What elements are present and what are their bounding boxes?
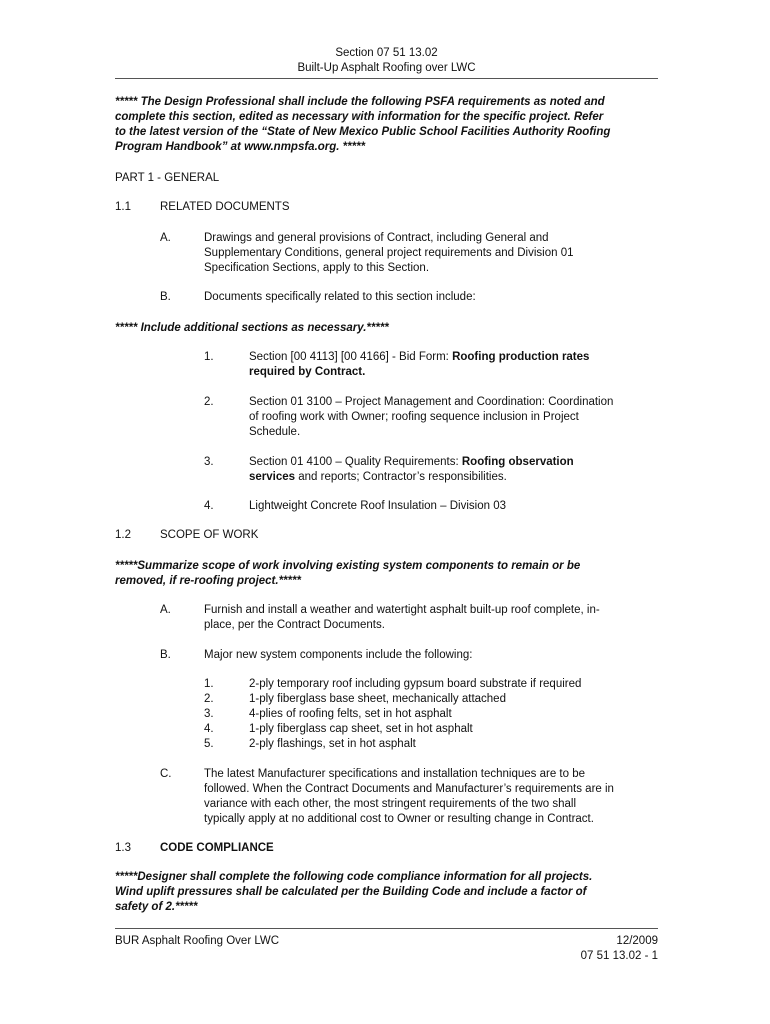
paragraph-label: B. bbox=[160, 649, 171, 661]
article-number: 1.2 bbox=[115, 529, 131, 541]
item-line: services and reports; Contractor’s responsibilities. bbox=[249, 471, 507, 483]
editor-note: *****Designer shall complete the following code compliance information for all projects. bbox=[115, 871, 593, 883]
editor-note: safety of 2.***** bbox=[115, 901, 198, 913]
intro-note-line: ***** The Design Professional shall include the following PSFA requirements as noted and bbox=[115, 96, 605, 108]
article-number: 1.3 bbox=[115, 842, 131, 854]
item-line: Schedule. bbox=[249, 426, 301, 438]
paragraph-label: A. bbox=[160, 232, 171, 244]
paragraph-line: Furnish and install a weather and watertight asphalt built-up roof complete, in- bbox=[204, 604, 600, 616]
footer-title: BUR Asphalt Roofing Over LWC bbox=[115, 935, 280, 947]
item-line: required by Contract. bbox=[249, 366, 366, 378]
editor-note: removed, if re-roofing project.***** bbox=[115, 575, 301, 587]
item-line: Section 01 4100 – Quality Requirements: Roofing observation bbox=[249, 456, 574, 468]
paragraph-line: typically apply at no additional cost to Owner or resulting change in Contract. bbox=[204, 813, 594, 825]
section-title: Built-Up Asphalt Roofing over LWC bbox=[297, 62, 476, 74]
section-number: Section 07 51 13.02 bbox=[335, 47, 438, 59]
component-text: 2-ply temporary roof including gypsum board substrate if required bbox=[249, 678, 582, 690]
component-text: 2-ply flashings, set in hot asphalt bbox=[249, 738, 416, 750]
item-number: 2. bbox=[204, 396, 214, 408]
footer-page-number: 07 51 13.02 - 1 bbox=[580, 950, 658, 962]
editor-note: *****Summarize scope of work involving existing system components to remain or be bbox=[115, 560, 581, 572]
paragraph-label: C. bbox=[160, 768, 172, 780]
item-line: Section 01 3100 – Project Management and Coordination: Coordination bbox=[249, 396, 614, 408]
intro-note-line: Program Handbook” at www.nmpsfa.org. ***** bbox=[115, 141, 366, 153]
item-number: 1. bbox=[204, 351, 214, 363]
paragraph-text: Major new system components include the following: bbox=[204, 649, 473, 661]
paragraph-line: Specification Sections, apply to this Section. bbox=[204, 262, 430, 274]
paragraph-line: place, per the Contract Documents. bbox=[204, 619, 385, 631]
component-number: 1. bbox=[204, 678, 214, 690]
paragraph-line: The latest Manufacturer specifications and installation techniques are to be bbox=[204, 768, 585, 780]
article-title: CODE COMPLIANCE bbox=[160, 842, 274, 854]
paragraph-label: A. bbox=[160, 604, 171, 616]
component-number: 2. bbox=[204, 693, 214, 705]
paragraph-label: B. bbox=[160, 291, 171, 303]
component-number: 5. bbox=[204, 738, 214, 750]
item-line: Lightweight Concrete Roof Insulation – Division 03 bbox=[249, 500, 506, 512]
paragraph-text: Documents specifically related to this section include: bbox=[204, 291, 476, 303]
component-number: 4. bbox=[204, 723, 214, 735]
header-rule bbox=[115, 78, 658, 79]
item-line: Section [00 4113] [00 4166] - Bid Form: Roofing production rates bbox=[249, 351, 590, 363]
intro-note-line: complete this section, edited as necessary with information for the specific project. Refer bbox=[115, 111, 604, 123]
component-text: 4-plies of roofing felts, set in hot asphalt bbox=[249, 708, 452, 720]
paragraph-line: followed. When the Contract Documents and Manufacturer’s requirements are in bbox=[204, 783, 614, 795]
paragraph-line: variance with each other, the most stringent requirements of the two shall bbox=[204, 798, 577, 810]
paragraph-line: Supplementary Conditions, general project requirements and Division 01 bbox=[204, 247, 574, 259]
article-title: RELATED DOCUMENTS bbox=[160, 201, 290, 213]
component-text: 1-ply fiberglass base sheet, mechanically attached bbox=[249, 693, 506, 705]
paragraph-line: Drawings and general provisions of Contract, including General and bbox=[204, 232, 549, 244]
item-number: 3. bbox=[204, 456, 214, 468]
article-title: SCOPE OF WORK bbox=[160, 529, 259, 541]
intro-note-line: to the latest version of the “State of New Mexico Public School Facilities Authority Roofing bbox=[115, 126, 611, 138]
editor-note: ***** Include additional sections as necessary.***** bbox=[115, 322, 389, 334]
component-number: 3. bbox=[204, 708, 214, 720]
editor-note: Wind uplift pressures shall be calculated per the Building Code and include a factor of bbox=[115, 886, 587, 898]
part-title: PART 1 - GENERAL bbox=[115, 172, 220, 184]
article-number: 1.1 bbox=[115, 201, 131, 213]
item-line: of roofing work with Owner; roofing sequence inclusion in Project bbox=[249, 411, 579, 423]
item-number: 4. bbox=[204, 500, 214, 512]
footer-date: 12/2009 bbox=[616, 935, 658, 947]
footer-rule bbox=[115, 928, 658, 929]
component-text: 1-ply fiberglass cap sheet, set in hot asphalt bbox=[249, 723, 473, 735]
